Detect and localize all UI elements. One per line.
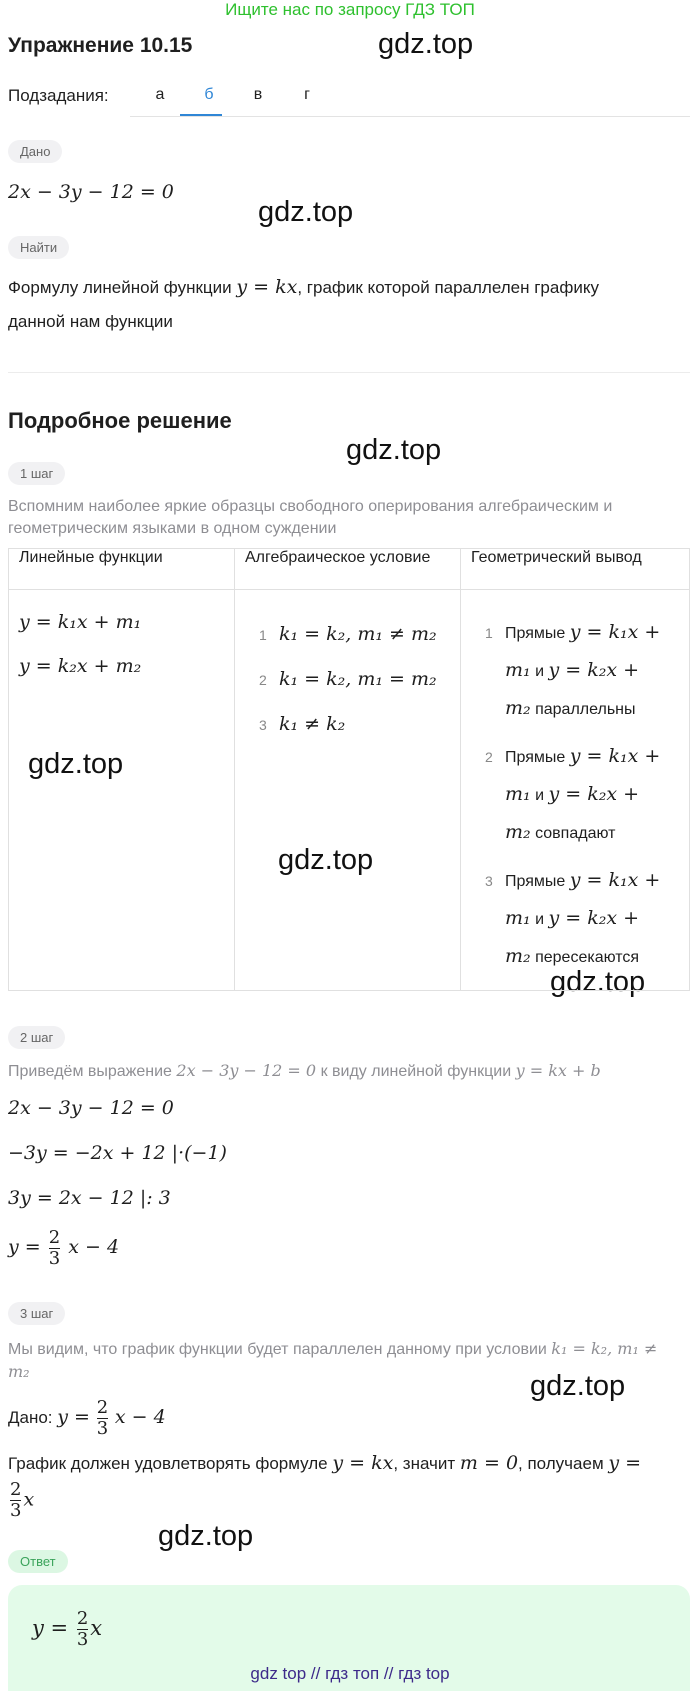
condition-item: 1 k₁ = k₂, m₁ ≠ m₂ <box>259 623 437 645</box>
tab-a[interactable]: а <box>155 86 165 103</box>
answer-formula: y = $\frac{2}{3}$ x <box>32 1608 103 1650</box>
watermark: gdz.top <box>378 28 474 60</box>
find-formula: y = kx <box>236 276 298 298</box>
table-header: Линейные функции <box>9 549 235 590</box>
conclusion-item: 1 Прямые y = k₁x + m₁ и y = k₂x + m₂ параллельны <box>485 621 661 719</box>
watermark: gdz.top <box>158 1520 254 1552</box>
answer-pill: Ответ <box>8 1550 68 1573</box>
find-text <box>8 270 688 339</box>
step2-line: −3y = −2x + 12 |·(−1) <box>8 1142 227 1164</box>
tab-v[interactable]: в <box>253 86 263 103</box>
watermark: gdz.top <box>530 1370 626 1402</box>
conclusion-item: 3 Прямые y = k₁x + m₁ и y = k₂x + m₂ пересекаются <box>485 869 661 967</box>
step2-line: 2x − 3y − 12 = 0 <box>8 1097 174 1119</box>
table-header: Геометрический вывод <box>461 549 690 590</box>
conditions-cell <box>235 590 461 991</box>
step2-result: y = $\frac{2}{3}$ x − 4 <box>8 1226 120 1269</box>
step2-line: 3y = 2x − 12 |: 3 <box>8 1187 171 1209</box>
table-header-row <box>9 549 690 590</box>
step2-description: Приведём выражение 2x − 3y − 12 = 0 к виду линейной функции y = kx + b <box>8 1061 601 1080</box>
find-text-after: , график которой параллелен графику <box>297 278 599 297</box>
watermark: gdz.top <box>278 844 374 876</box>
given-pill: Дано <box>8 140 62 163</box>
subtask-tabs <box>130 76 690 117</box>
step1-pill: 1 шаг <box>8 462 65 485</box>
function-2: y = k₂x + m₂ <box>19 655 142 677</box>
footer-links[interactable]: gdz top // гдз топ // гдз top <box>250 1664 450 1683</box>
subtasks-label: Подзадания: <box>8 86 109 105</box>
functions-cell <box>9 590 235 991</box>
active-tab-underline <box>180 114 222 116</box>
divider <box>8 372 690 373</box>
step3-given: Дано: y = $\frac{2}{3}$ x − 4 <box>8 1397 166 1439</box>
condition-item: 2 k₁ = k₂, m₁ = m₂ <box>259 668 437 690</box>
comparison-table <box>8 548 690 991</box>
conclusion-item: 2 Прямые y = k₁x + m₁ и y = k₂x + m₂ совпадают <box>485 745 661 843</box>
find-pill: Найти <box>8 236 69 259</box>
watermark: gdz.top <box>28 748 124 780</box>
step3-description: Мы видим, что график функции будет параллелен данному при условии k₁ = k₂, m₁ ≠ m₂ <box>8 1339 658 1381</box>
step3-conclusion-fraction: $\frac{2}{3}$ x <box>10 1479 35 1521</box>
function-1: y = k₁x + m₁ <box>19 611 142 633</box>
table-row <box>9 590 690 991</box>
table-header: Алгебраическое условие <box>235 549 461 590</box>
find-text-line2: данной нам функции <box>8 312 173 331</box>
find-text-before: Формулу линейной функции <box>8 278 232 297</box>
search-banner[interactable]: Ищите нас по запросу ГДЗ ТОП <box>225 0 475 19</box>
step2-pill: 2 шаг <box>8 1026 65 1049</box>
condition-item: 3 k₁ ≠ k₂ <box>259 713 346 735</box>
tab-g[interactable]: г <box>304 86 310 103</box>
given-equation: 2x − 3y − 12 = 0 <box>8 181 174 203</box>
page-title: Упражнение 10.15 <box>8 34 193 57</box>
conclusions-cell <box>461 590 690 991</box>
step3-pill: 3 шаг <box>8 1302 65 1325</box>
step1-description: Вспомним наиболее яркие образцы свободного оперирования алгебраическим и геометрическим языками в одном суждении <box>8 498 613 537</box>
watermark: gdz.top <box>258 196 354 228</box>
tab-b[interactable]: б <box>204 86 214 103</box>
watermark: gdz.top <box>346 434 442 466</box>
step3-conclusion: График должен удовлетворять формуле y = kx, значит m = 0, получаем y = <box>8 1452 642 1474</box>
watermark: gdz.top <box>550 966 646 998</box>
solution-title: Подробное решение <box>8 408 232 433</box>
